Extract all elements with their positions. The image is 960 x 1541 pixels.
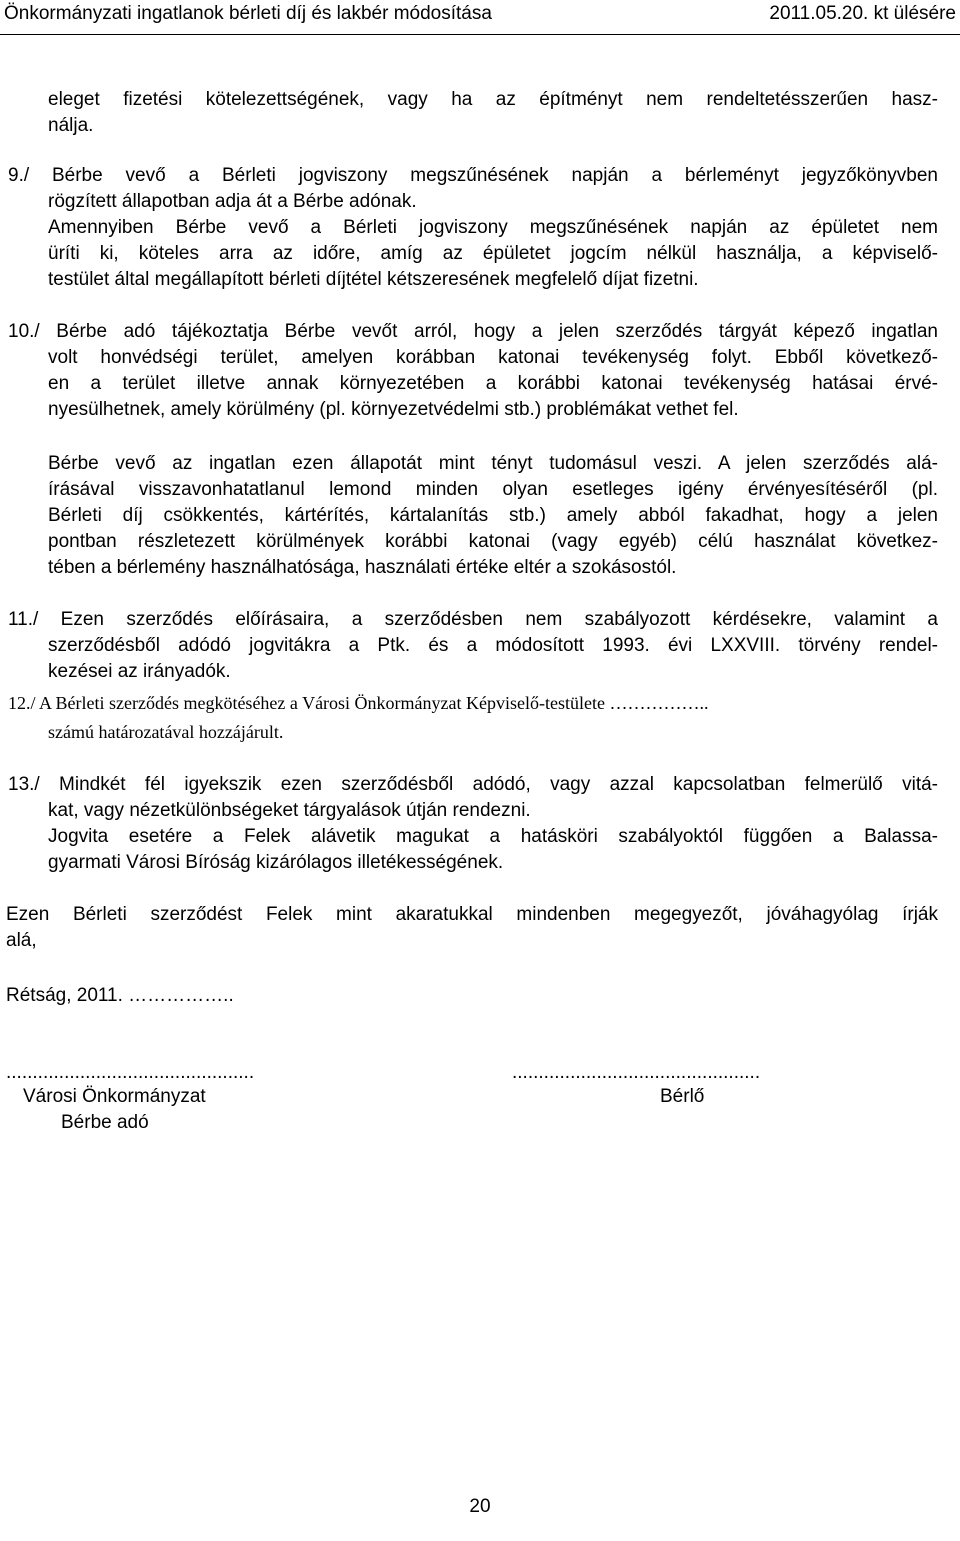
- paragraph-10: [8, 319, 938, 345]
- text-line: 13./ Mindkét fél igyekszik ezen szerződésből adódó, vagy azzal kapcsolatban felmerülő vitá-: [8, 774, 938, 795]
- place-date: [6, 983, 606, 1009]
- paragraph-9-body: [48, 189, 938, 293]
- text-line: Amennyiben Bérbe vevő a Bérleti jogviszony megszűnésének napján az épületet nem: [48, 217, 938, 238]
- closing-statement: [6, 902, 938, 954]
- header-rule: [0, 34, 960, 35]
- text-line: tében a bérlemény használhatósága, használati értéke eltér a szokásostól.: [48, 557, 677, 578]
- signatory-left-role: Bérbe adó: [61, 1112, 149, 1133]
- text-line: számú határozatával hozzájárult.: [48, 722, 284, 742]
- page-header: [0, 3, 960, 31]
- text-line: 11./ Ezen szerződés előírásaira, a szerződésben nem szabályozott kérdésekre, valamint a: [8, 609, 938, 630]
- signature-line-right: ...............................................: [512, 1062, 761, 1083]
- text-line: szerződésből adódó jogvitákra a Ptk. és a módosított 1993. évi LXXVIII. törvény rendel-: [48, 635, 938, 656]
- header-meeting-date: 2011.05.20. kt ülésére: [769, 3, 956, 24]
- text-line: volt honvédségi terület, amelyen korábban katonai tevékenység folyt. Ebből következő-: [48, 347, 938, 368]
- paragraph-12-body: [48, 719, 938, 745]
- text-line: üríti ki, köteles arra az időre, amíg az épületet jogcím nélkül használja, a képviselő-: [48, 243, 938, 264]
- paragraph-10-b: [48, 451, 938, 581]
- signatory-right-name: Bérlő: [660, 1086, 705, 1107]
- signature-line-left: ...............................................: [6, 1062, 255, 1083]
- text-line: kezései az irányadók.: [48, 661, 231, 682]
- text-line: nálja.: [48, 115, 94, 136]
- paragraph-13-body: [48, 798, 938, 876]
- text-line: nyesülhetnek, amely körülmény (pl. környezetvédelmi stb.) problémákat vethet fel.: [48, 399, 739, 420]
- text-line: testület által megállapított bérleti díjtétel kétszeresének megfelelő díjat fizetni.: [48, 269, 699, 290]
- text-line: 10./ Bérbe adó tájékoztatja Bérbe vevőt arról, hogy a jelen szerződés tárgyát képező ingatlan: [8, 321, 938, 342]
- text-line: Rétság, 2011. ……………..: [6, 985, 234, 1006]
- text-line: 9./ Bérbe vevő a Bérleti jogviszony megszűnésének napján a bérleményt jegyzőkönyvben: [8, 165, 938, 186]
- text-line: Bérbe vevő az ingatlan ezen állapotát mint tényt tudomásul veszi. A jelen szerződés alá-: [48, 453, 938, 474]
- paragraph-11-body: [48, 633, 938, 685]
- text-line: rögzített állapotban adja át a Bérbe adónak.: [48, 191, 417, 212]
- signatory-left-name: Városi Önkormányzat: [23, 1086, 206, 1107]
- paragraph-13: [8, 772, 938, 798]
- text-line: kat, vagy nézetkülönbségeket tárgyalások útján rendezni.: [48, 800, 531, 821]
- text-line: Bérleti díj csökkentés, kártérítés, kártalanítás stb.) amely abból fakadhat, hogy a jelen: [48, 505, 938, 526]
- paragraph-11: [8, 607, 938, 633]
- page-number: 20: [469, 1496, 491, 1517]
- paragraph-8-continuation: [48, 87, 938, 139]
- paragraph-10-body: [48, 345, 938, 423]
- paragraph-12: [8, 690, 938, 716]
- paragraph-9: [8, 163, 938, 189]
- text-line: Jogvita esetére a Felek alávetik magukat a hatásköri szabályoktól függően a Balassa-: [48, 826, 938, 847]
- text-line: írásával visszavonhatatlanul lemond minden olyan esetleges igény érvényesítéséről (pl.: [48, 479, 938, 500]
- header-title: Önkormányzati ingatlanok bérleti díj és lakbér módosítása: [4, 3, 492, 24]
- text-line: en a terület illetve annak környezetében a korábbi katonai tevékenység hatásai érvé-: [48, 373, 938, 394]
- text-line: Ezen Bérleti szerződést Felek mint akaratukkal mindenben megegyezőt, jóváhagyólag írják: [6, 904, 938, 925]
- text-line: pontban részletezett körülmények korábbi katonai (vagy egyéb) célú használat következ-: [48, 531, 938, 552]
- text-line: eleget fizetési kötelezettségének, vagy ha az építményt nem rendeltetésszerűen hasz-: [48, 89, 938, 110]
- text-line: alá,: [6, 930, 37, 951]
- text-line: 12./ A Bérleti szerződés megkötéséhez a Városi Önkormányzat Képviselő-testülete ……………..: [8, 693, 709, 713]
- text-line: gyarmati Városi Bíróság kizárólagos illetékességének.: [48, 852, 504, 873]
